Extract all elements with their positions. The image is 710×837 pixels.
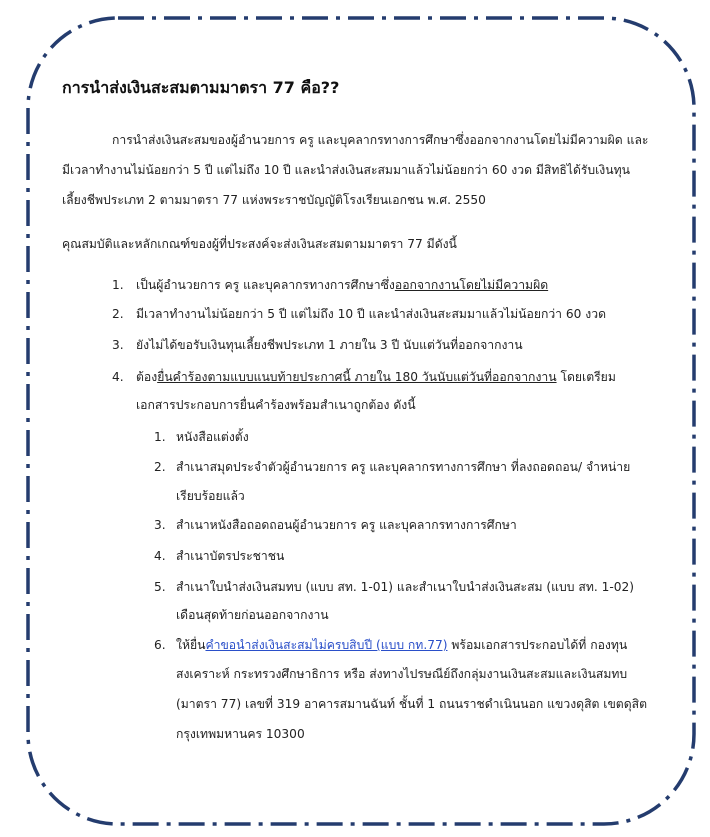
- document-item: สำเนาใบนำส่งเงินสมทบ (แบบ สท. 1-01) และสำเนาใบนำส่งเงินสะสม (แบบ สท. 1-02): [176, 580, 635, 594]
- criteria-num: 3.: [112, 338, 124, 352]
- criteria-num: 1.: [112, 278, 124, 292]
- qualifications-heading: คุณสมบัติและหลักเกณฑ์ของผู้ที่ประสงค์จะส่งเงินสะสมตามมาตรา 77 มีดังนี้: [62, 237, 457, 251]
- criteria-item-cont: เอกสารประกอบการยื่นคำร้องพร้อมสำเนาถูกต้อง ดังนี้: [136, 398, 416, 412]
- document-item-cont: สงเคราะห์ กระทรวงศึกษาธิการ หรือ ส่งทางไปรษณีย์ถึงกลุ่มงานเงินสะสมและเงินสมทบ: [176, 667, 628, 681]
- document-item: สำเนาหนังสือถอดถอนผู้อำนวยการ ครู และบุคลากรทางการศึกษา: [176, 518, 517, 532]
- criteria-item: ยังไม่ได้ขอรับเงินทุนเลี้ยงชีพประเภท 1 ภายใน 3 ปี นับแต่วันที่ออกจากงาน: [136, 338, 523, 352]
- criteria-item: มีเวลาทำงานไม่น้อยกว่า 5 ปี แต่ไม่ถึง 10 ปี และนำส่งเงินสะสมมาแล้วไม่น้อยกว่า 60 งวด: [136, 307, 606, 321]
- intro-line-1: การนำส่งเงินสะสมของผู้อำนวยการ ครู และบุคลากรทางการศึกษาซึ่งออกจากงานโดยไม่มีความผิด และ: [112, 133, 649, 147]
- document-item-cont: เดือนสุดท้ายก่อนออกจากงาน: [176, 608, 329, 622]
- intro-line-2: มีเวลาทำงานไม่น้อยกว่า 5 ปี แต่ไม่ถึง 10 ปี และนำส่งเงินสะสมมาแล้วไม่น้อยกว่า 60 งวด มีสิทธิได้รับเงินทุน: [62, 163, 630, 177]
- page-title: การนำส่งเงินสะสมตามมาตรา 77 คือ??: [62, 78, 340, 97]
- document-num: 3.: [154, 518, 166, 532]
- form-link[interactable]: คำขอนำส่งเงินสะสมไม่ครบสิบปี (แบบ กท.77): [205, 638, 448, 652]
- document-num: 4.: [154, 549, 166, 563]
- document-item-cont: (มาตรา 77) เลขที่ 319 อาคารสมานฉันท์ ชั้นที่ 1 ถนนราชดำเนินนอก แขวงดุสิต เขตดุสิต: [176, 697, 647, 711]
- document-item-cont: กรุงเทพมหานคร 10300: [176, 727, 305, 741]
- document-item: หนังสือแต่งตั้ง: [176, 430, 249, 444]
- document-item: ให้ยื่นคำขอนำส่งเงินสะสมไม่ครบสิบปี (แบบ กท.77) พร้อมเอกสารประกอบได้ที่ กองทุน: [176, 638, 628, 652]
- criteria-num: 2.: [112, 307, 124, 321]
- criteria-num: 4.: [112, 370, 124, 384]
- criteria-item: เป็นผู้อำนวยการ ครู และบุคลากรทางการศึกษาซึ่งออกจากงานโดยไม่มีความผิด: [136, 278, 549, 292]
- document-num: 2.: [154, 460, 166, 474]
- document-num: 5.: [154, 580, 166, 594]
- intro-line-3: เลี้ยงชีพประเภท 2 ตามมาตรา 77 แห่งพระราชบัญญัติโรงเรียนเอกชน พ.ศ. 2550: [62, 193, 486, 207]
- document-item: สำเนาบัตรประชาชน: [176, 549, 285, 563]
- document-num: 6.: [154, 638, 166, 652]
- criteria-item: ต้องยื่นคำร้องตามแบบแนบท้ายประกาศนี้ ภายใน 180 วันนับแต่วันที่ออกจากงาน โดยเตรียม: [136, 370, 616, 384]
- document-item: สำเนาสมุดประจำตัวผู้อำนวยการ ครู และบุคลากรทางการศึกษา ที่ลงถอดถอน/ จำหน่าย: [176, 460, 631, 474]
- document-item-cont: เรียบร้อยแล้ว: [176, 489, 245, 503]
- document-num: 1.: [154, 430, 166, 444]
